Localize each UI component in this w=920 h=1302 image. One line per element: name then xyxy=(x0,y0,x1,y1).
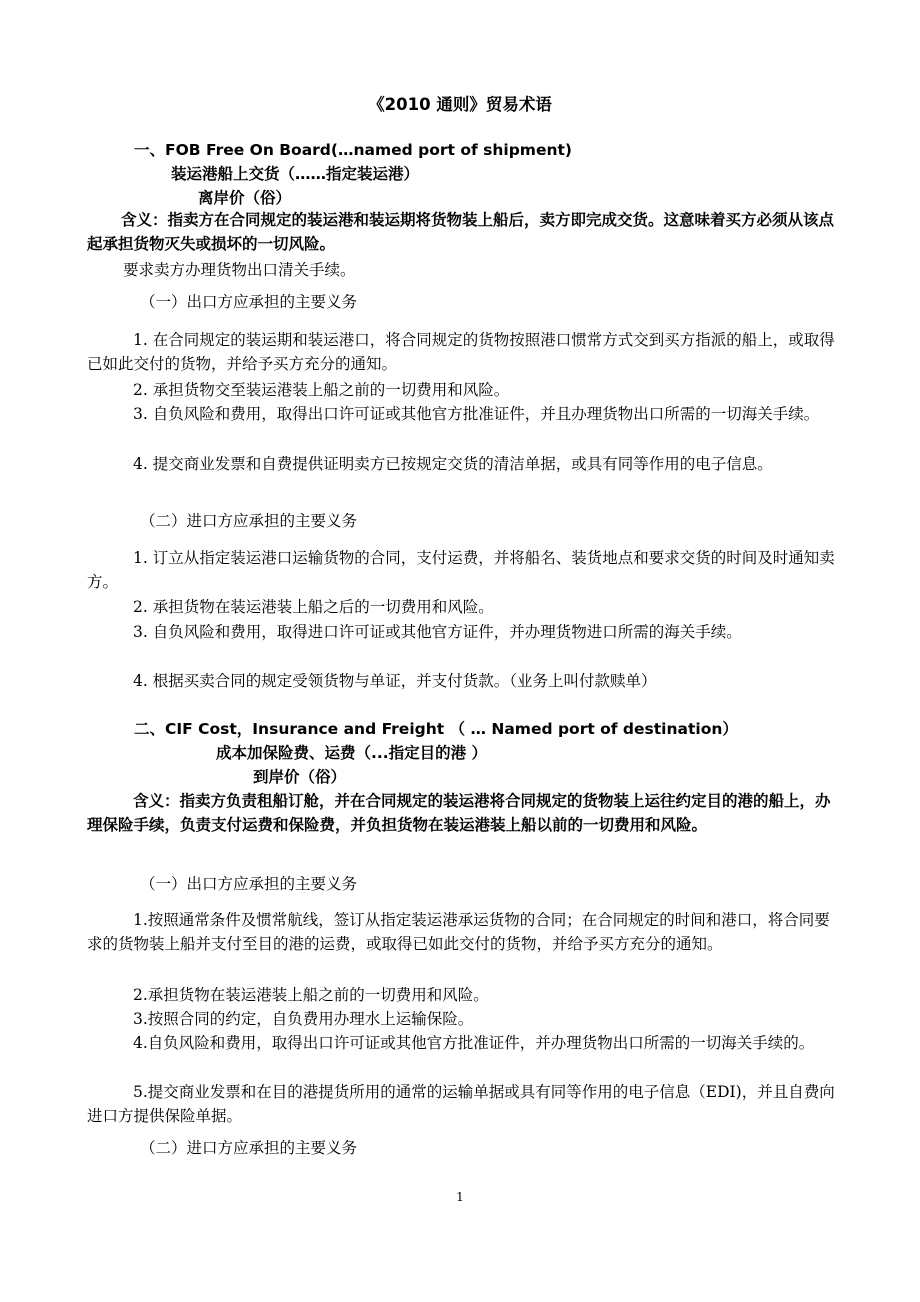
cif-heading: 二、CIF Cost，Insurance and Freight （ … Named port of destination） xyxy=(134,720,738,738)
cif-buyer-heading: （二）进口方应承担的主要义务 xyxy=(140,1139,358,1157)
fob-chinese-name: 装运港船上交货（……指定装运港） xyxy=(171,165,420,183)
cif-meaning: 含义：指卖方负责租船订舱，并在合同规定的装运港将合同规定的货物装上运往约定目的港的船上，办理保险手续，负责支付运费和保险费，并负担货物在装运港装上船以前的一切费用和风险。 xyxy=(87,792,831,834)
fob-buyer-heading: （二）进口方应承担的主要义务 xyxy=(140,512,358,530)
cif-seller-item: 5.提交商业发票和在目的港提货所用的通常的运输单据或具有同等作用的电子信息（EDI)，并且自费向进口方提供保险单据。 xyxy=(87,1083,835,1125)
fob-seller-item: 1. 在合同规定的装运期和装运港口，将合同规定的货物按照港口惯常方式交到买方指派的船上，或取得已如此交付的货物，并给予买方充分的通知。 xyxy=(87,331,835,373)
fob-buyer-item: 1. 订立从指定装运港口运输货物的合同，支付运费，并将船名、装货地点和要求交货的时间及时通知卖方。 xyxy=(87,549,835,591)
fob-buyer-item: 2. 承担货物在装运港装上船之后的一切费用和风险。 xyxy=(133,598,494,616)
cif-seller-heading: （一）出口方应承担的主要义务 xyxy=(140,875,358,893)
cif-chinese-name: 成本加保险费、运费（...指定目的港 ） xyxy=(216,744,488,762)
fob-heading: 一、FOB Free On Board(…named port of shipment) xyxy=(134,141,572,159)
fob-note: 要求卖方办理货物出口清关手续。 xyxy=(123,261,356,279)
page-number: 1 xyxy=(456,1190,464,1204)
fob-buyer-item: 3. 自负风险和费用，取得进口许可证或其他官方证件，并办理货物进口所需的海关手续。 xyxy=(133,623,742,641)
cif-seller-item: 2.承担货物在装运港装上船之前的一切费用和风险。 xyxy=(133,986,489,1004)
cif-seller-item: 4.自负风险和费用，取得出口许可证或其他官方批准证件，并办理货物出口所需的一切海关手续的。 xyxy=(133,1034,815,1052)
fob-buyer-item: 4. 根据买卖合同的规定受领货物与单证，并支付货款。（业务上叫付款赎单） xyxy=(133,672,657,690)
fob-seller-heading: （一）出口方应承担的主要义务 xyxy=(140,293,358,311)
fob-alias: 离岸价（俗） xyxy=(198,189,292,207)
cif-seller-item: 1.按照通常条件及惯常航线，签订从指定装运港承运货物的合同；在合同规定的时间和港口，将合同要求的货物装上船并支付至目的港的运费，或取得已如此交付的货物，并给予买方充分的通知。 xyxy=(87,911,830,953)
cif-seller-item: 3.按照合同的约定，自负费用办理水上运输保险。 xyxy=(133,1010,474,1028)
fob-seller-item: 4. 提交商业发票和自费提供证明卖方已按规定交货的清洁单据，或具有同等作用的电子信息。 xyxy=(133,455,773,473)
cif-alias: 到岸价（俗） xyxy=(253,768,347,786)
fob-seller-item: 3. 自负风险和费用，取得出口许可证或其他官方批准证件，并且办理货物出口所需的一切海关手续。 xyxy=(133,405,820,423)
fob-meaning: 含义：指卖方在合同规定的装运港和装运期将货物装上船后，卖方即完成交货。这意味着买方必须从该点起承担货物灭失或损坏的一切风险。 xyxy=(87,211,835,253)
document-title: 《2010 通则》贸易术语 xyxy=(368,95,552,114)
fob-seller-item: 2. 承担货物交至装运港装上船之前的一切费用和风险。 xyxy=(133,381,510,399)
